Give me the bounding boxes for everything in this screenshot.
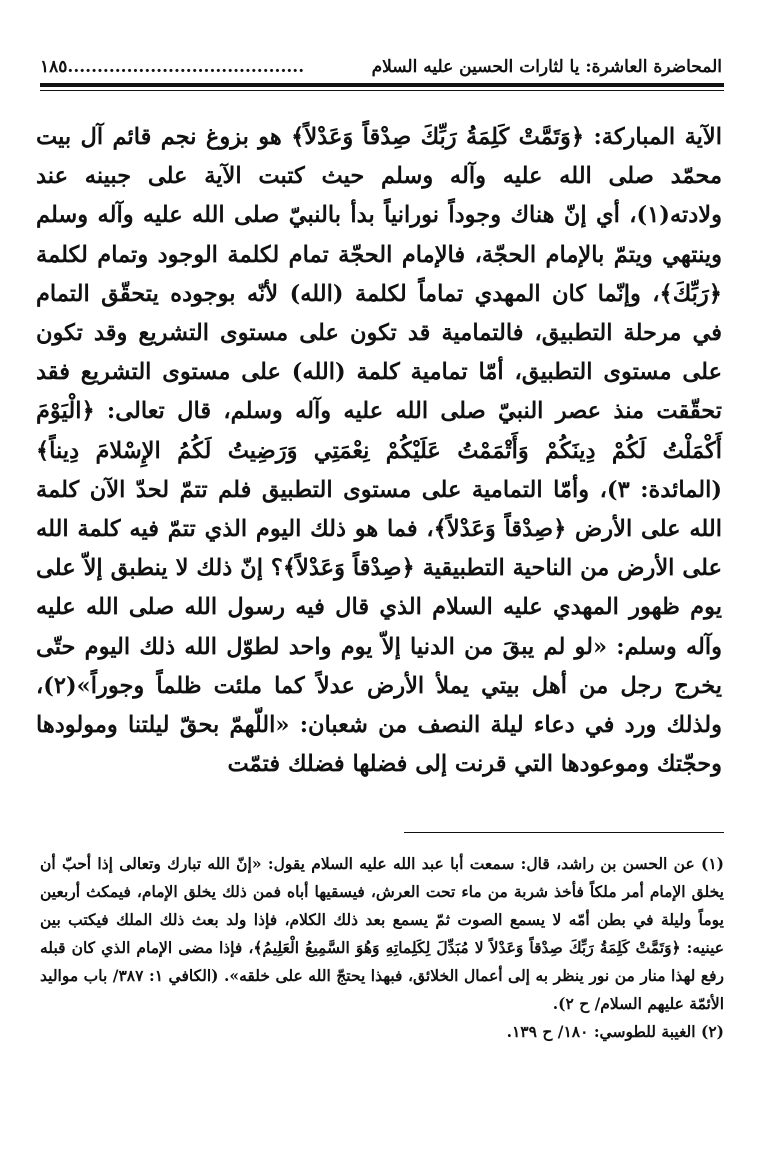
- footnotes: [40, 850, 724, 1046]
- body-paragraph: الآية المباركة: ﴿وَتَمَّتْ كَلِمَةُ رَبِّكَ صِدْقاً وَعَدْلاً﴾ هو بزوغ نجم قائم آل بيت محمّد صلى الله عليه وآله وسلم حيث كتبت الآية على جبينه عند ولادته(١)، أي إنّ هناك وجوداً نورانياً بدأ بالنبيّ صلى الله عليه وآله وسلم وينتهي ويتمّ بالإمام الحجّة، فالإمام الحجّة تمام لكلمة الوجود وتمام لكلمة ﴿رَبِّكَ﴾، وإنّما كان المهدي تماماً لكلمة (الله) لأنّه بوجوده يتحقّق التمام في مرحلة التطبيق، فالتمامية قد تكون على مستوى التشريع وقد تكون على مستوى التطبيق، أمّا تمامية كلمة (الله) على مستوى التشريع فقد تحقّقت منذ عصر النبيّ صلى الله عليه وآله وسلم، قال تعالى: ﴿الْيَوْمَ أَكْمَلْتُ لَكُمْ دِينَكُمْ وَأَتْمَمْتُ عَلَيْكُمْ نِعْمَتِي وَرَضِيتُ لَكُمُ الإِسْلامَ دِيناً﴾ (المائدة: ٣)، وأمّا التمامية على مستوى التطبيق فلم تتمّ لحدّ الآن كلمة الله على الأرض ﴿صِدْقاً وَعَدْلاً﴾، فما هو ذلك اليوم الذي تتمّ فيه كلمة الله على الأرض من الناحية التطبيقية ﴿صِدْقاً وَعَدْلاً﴾؟ إنّ ذلك لا ينطبق إلاّ على يوم ظهور المهدي عليه السلام الذي قال فيه رسول الله صلى الله عليه وآله وسلم: «لو لم يبقَ من الدنيا إلاّ يوم واحد لطوّل الله ذلك اليوم حتّى يخرج رجل من أهل بيتي يملأ الأرض عدلاً كما ملئت ظلماً وجوراً»(٢)، ولذلك ورد في دعاء ليلة النصف من شعبان: «اللّهمّ بحقّ ليلتنا ومولودها وحجّتك وموعودها التي قرنت إلى فضلها فضلك فتمّت: [36, 124, 722, 778]
- header-rule-thick: [40, 83, 724, 87]
- running-header: [40, 52, 722, 82]
- chapter-title: المحاضرة العاشرة: يا لثارات الحسين عليه السلام: [371, 57, 722, 77]
- main-text: [36, 118, 722, 784]
- footnote-1: (١) عن الحسن بن راشد، قال: سمعت أبا عبد الله عليه السلام يقول: «إنّ الله تبارك وتعالى إذا أحبّ أن يخلق الإمام أمر ملكاً فأخذ شربة من ماء تحت العرش، فيسقيها أباه فمن ذلك يخلق الإمام، فيمكث أربعين يوماً وليلة في بطن أمّه لا يسمع الصوت ثمّ يسمع بعد ذلك الكلام، فإذا ولد بعث ذلك الملك فيكتب بين عينيه: ﴿وَتَمَّتْ كَلِمَةُ رَبِّكَ صِدْقاً وَعَدْلاً لا مُبَدِّلَ لِكَلِماتِهِ وَهُوَ السَّمِيعُ الْعَلِيمُ﴾، فإذا مضى الإمام الذي كان قبله رفع لهذا منار من نور ينظر به إلى أعمال الخلائق، فبهذا يحتجّ الله على خلقه». (الكافي ١: ٣٨٧/ باب مواليد الأئمّة عليهم السلام/ ح ٢).: [40, 854, 724, 1013]
- page-number: ١٨٥........................................: [40, 57, 305, 77]
- header-rule-thin: [40, 90, 724, 91]
- footnote-separator: [404, 832, 724, 833]
- footnote-2: (٢) الغيبة للطوسي: ١٨٠/ ح ١٣٩.: [506, 1022, 724, 1041]
